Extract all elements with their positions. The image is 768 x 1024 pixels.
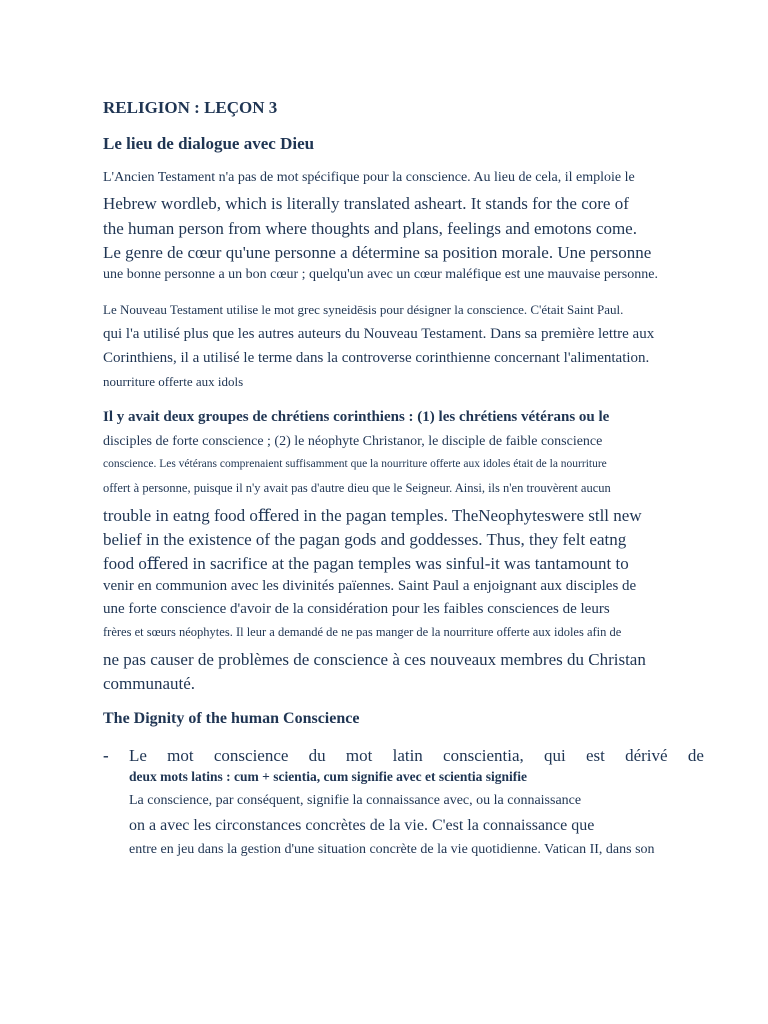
bullet-line: La conscience, par conséquent, signifie la connaissance avec, ou la connaissance	[129, 793, 582, 808]
paragraph-line: Corinthiens, il a utilisé le terme dans la controverse corinthienne concernant l'alimentation.	[103, 350, 650, 366]
bullet-marker: -	[103, 746, 109, 765]
paragraph-line: conscience. Les vétérans comprenaient suffisamment que la nourriture offerte aux idoles était de la nourriture	[103, 458, 607, 470]
paragraph-line: food oﬀered in sacrifice at the pagan temples was sinful-it was tantamount to	[103, 554, 629, 573]
word: est	[585, 746, 605, 765]
word: mot	[167, 746, 194, 765]
word: du	[308, 746, 326, 765]
paragraph-line: venir en communion avec les divinités païennes. Saint Paul a enjoignant aux disciples de	[103, 578, 637, 594]
word: mot	[345, 746, 373, 765]
word: dérivé	[625, 746, 668, 765]
word: latin	[392, 746, 423, 765]
paragraph-line: the human person from where thoughts and plans, feelings and emotons come.	[103, 219, 637, 238]
paragraph-line: une forte conscience d'avoir de la considération pour les faibles consciences de leurs	[103, 601, 610, 617]
word: Le	[129, 746, 147, 765]
paragraph-line: offert à personne, puisque il n'y avait pas d'autre dieu que le Seigneur. Ainsi, ils n'en trouvèrent aucun	[103, 481, 611, 495]
word: conscience	[213, 746, 289, 765]
paragraph-line: Hebrew wordleb, which is literally translated asheart. It stands for the core of	[103, 194, 629, 213]
paragraph-line: communauté.	[103, 674, 196, 693]
paragraph-line: belief in the existence of the pagan gods and goddesses. Thus, they felt eatng	[103, 530, 627, 549]
paragraph-line: L'Ancien Testament n'a pas de mot spécifique pour la conscience. Au lieu de cela, il emploie le	[103, 170, 635, 185]
paragraph-line: disciples de forte conscience ; (2) le néophyte Christanor, le disciple de faible conscience	[103, 434, 603, 449]
paragraph-line: trouble in eatng food oﬀered in the pagan temples. TheNeophyteswere stll new	[103, 506, 642, 525]
paragraph-line: frères et sœurs néophytes. Il leur a demandé de ne pas manger de la nourriture offerte aux idoles afin de	[103, 625, 622, 639]
paragraph-line: ne pas causer de problèmes de conscience à ces nouveaux membres du Christan	[103, 650, 646, 669]
bullet-first-line	[129, 747, 704, 764]
paragraph-line: Le Nouveau Testament utilise le mot grec syneidēsis pour désigner la conscience. C'était Saint Paul.	[103, 302, 624, 317]
bullet-line: entre en jeu dans la gestion d'une situation concrète de la vie quotidienne. Vatican II, dans son	[129, 842, 655, 857]
word: conscientia,	[443, 746, 524, 765]
document-title: RELIGION : LEÇON 3	[103, 98, 278, 117]
word: qui	[544, 746, 566, 765]
section-heading-dignity: The Dignity of the human Conscience	[103, 710, 360, 727]
paragraph-line: une bonne personne a un bon cœur ; quelqu'un avec un cœur maléfique est une mauvaise personne.	[103, 267, 658, 282]
bullet-line: on a avec les circonstances concrètes de la vie. C'est la connaissance que	[129, 817, 595, 834]
paragraph-line-bold: Il y avait deux groupes de chrétiens corinthiens : (1) les chrétiens vétérans ou le	[103, 409, 610, 425]
paragraph-line: qui l'a utilisé plus que les autres auteurs du Nouveau Testament. Dans sa première lettre aux	[103, 326, 655, 342]
word: de	[687, 746, 704, 765]
section-heading-dialogue: Le lieu de dialogue avec Dieu	[103, 134, 315, 153]
paragraph-line: nourriture offerte aux idols	[103, 374, 244, 389]
paragraph-line: Le genre de cœur qu'une personne a détermine sa position morale. Une personne	[103, 243, 652, 262]
bullet-line-bold: deux mots latins : cum + scientia, cum signifie avec et scientia signifie	[129, 769, 528, 784]
